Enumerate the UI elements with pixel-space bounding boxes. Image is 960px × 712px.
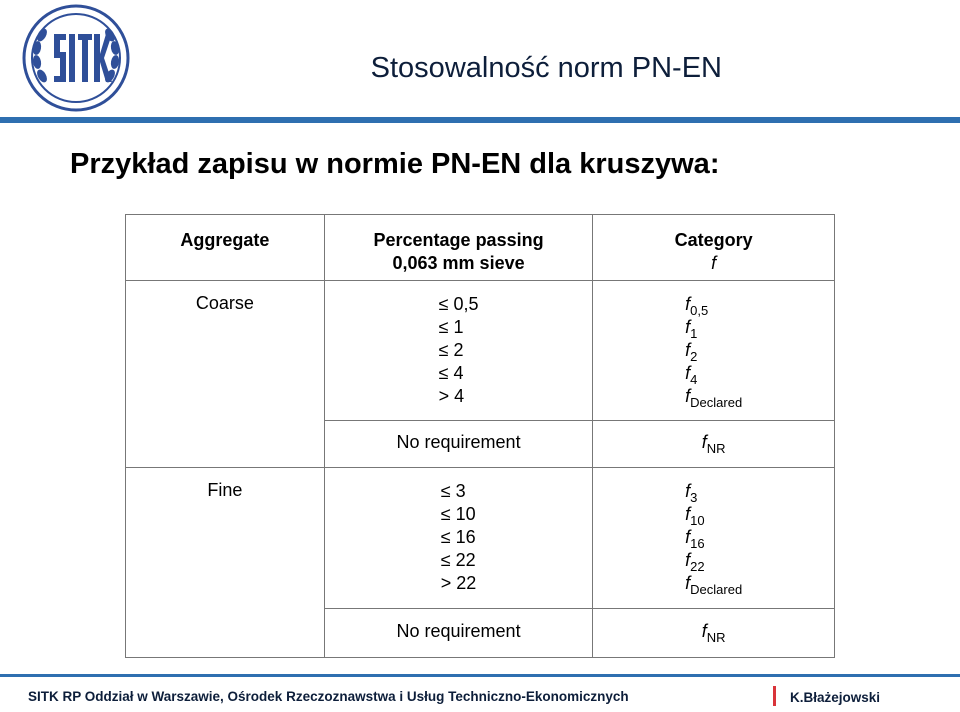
category-symbol: f — [685, 386, 691, 406]
header-percentage — [324, 215, 593, 281]
category-symbol: f — [685, 481, 691, 501]
aggregate-coarse-label: Coarse — [195, 293, 254, 313]
cell-aggregate-fine — [126, 468, 325, 658]
category-subscript: 2 — [690, 349, 698, 364]
category-subscript: NR — [706, 630, 726, 645]
header-aggregate — [126, 215, 325, 281]
header-aggregate-label: Aggregate — [180, 230, 270, 250]
list-item: ≤ 22 — [440, 550, 476, 570]
cell-fine-limits — [324, 468, 593, 609]
category-symbol: f — [685, 317, 691, 337]
category-item — [685, 572, 742, 595]
category-symbol: f — [701, 432, 707, 452]
category-symbol: f — [685, 527, 691, 547]
category-subscript: 0,5 — [690, 303, 709, 318]
list-item: > 22 — [440, 573, 477, 593]
category-subscript: 22 — [690, 559, 705, 574]
footer-organization: SITK RP Oddział w Warszawie, Ośrodek Rzeczoznawstwa i Usług Techniczno-Ekonomicznych — [28, 689, 629, 704]
cell-coarse-limits — [324, 281, 593, 421]
category-subscript: Declared — [690, 395, 743, 410]
cell-coarse-nr-category — [593, 421, 835, 468]
title-divider — [0, 117, 960, 123]
category-symbol: f — [685, 550, 691, 570]
category-item — [685, 526, 742, 549]
cell-fine-no-requirement — [324, 609, 593, 658]
category-subscript: 10 — [690, 513, 705, 528]
list-item: ≤ 16 — [440, 527, 476, 547]
table-row-coarse-limits — [126, 281, 835, 421]
header-percentage-line1: Percentage passing — [373, 230, 544, 250]
cell-aggregate-coarse — [126, 281, 325, 468]
list-item: ≤ 1 — [438, 317, 464, 337]
slide-title: Stosowalność norm PN-EN — [370, 52, 722, 84]
header-category — [593, 215, 835, 281]
table-row-fine-limits — [126, 468, 835, 609]
category-symbol: f — [685, 573, 691, 593]
category-item — [685, 385, 742, 408]
list-item: > 4 — [438, 386, 465, 406]
category-symbol: f — [685, 363, 691, 383]
category-item — [685, 316, 742, 339]
category-subscript: 3 — [690, 490, 698, 505]
category-item — [685, 549, 742, 572]
aggregate-fines-table — [125, 214, 835, 658]
section-heading: Przykład zapisu w normie PN-EN dla kruszywa: — [70, 148, 720, 180]
category-subscript: 4 — [690, 372, 698, 387]
footer-separator — [773, 686, 776, 706]
footer-divider — [0, 674, 960, 677]
sitk-emblem-icon — [22, 4, 130, 112]
category-symbol: f — [685, 340, 691, 360]
category-subscript: Declared — [690, 582, 743, 597]
table-header-row — [126, 215, 835, 281]
footer-author: K.Błażejowski — [790, 690, 881, 705]
no-requirement-label: No requirement — [396, 432, 521, 452]
cell-fine-nr-category — [593, 609, 835, 658]
category-subscript: 1 — [690, 326, 698, 341]
aggregate-fine-label: Fine — [207, 480, 243, 500]
category-item — [685, 480, 742, 503]
list-item: ≤ 3 — [440, 481, 466, 501]
list-item: ≤ 10 — [440, 504, 476, 524]
no-requirement-label: No requirement — [396, 621, 521, 641]
category-item — [685, 503, 742, 526]
category-symbol: f — [701, 621, 707, 641]
list-item: ≤ 0,5 — [438, 294, 479, 314]
category-symbol: f — [685, 504, 691, 524]
category-subscript: 16 — [690, 536, 705, 551]
header-percentage-line2: 0,063 mm sieve — [392, 253, 525, 273]
category-item — [685, 293, 742, 316]
category-subscript: NR — [706, 441, 726, 456]
header-category-line1: Category — [674, 230, 753, 250]
cell-coarse-no-requirement — [324, 421, 593, 468]
sitk-logo — [22, 4, 130, 112]
cell-coarse-categories — [593, 281, 835, 421]
list-item: ≤ 4 — [438, 363, 464, 383]
category-symbol: f — [685, 294, 691, 314]
cell-fine-categories — [593, 468, 835, 609]
list-item: ≤ 2 — [438, 340, 464, 360]
header-category-symbol: f — [711, 253, 717, 273]
category-item — [685, 362, 742, 385]
category-item — [685, 339, 742, 362]
